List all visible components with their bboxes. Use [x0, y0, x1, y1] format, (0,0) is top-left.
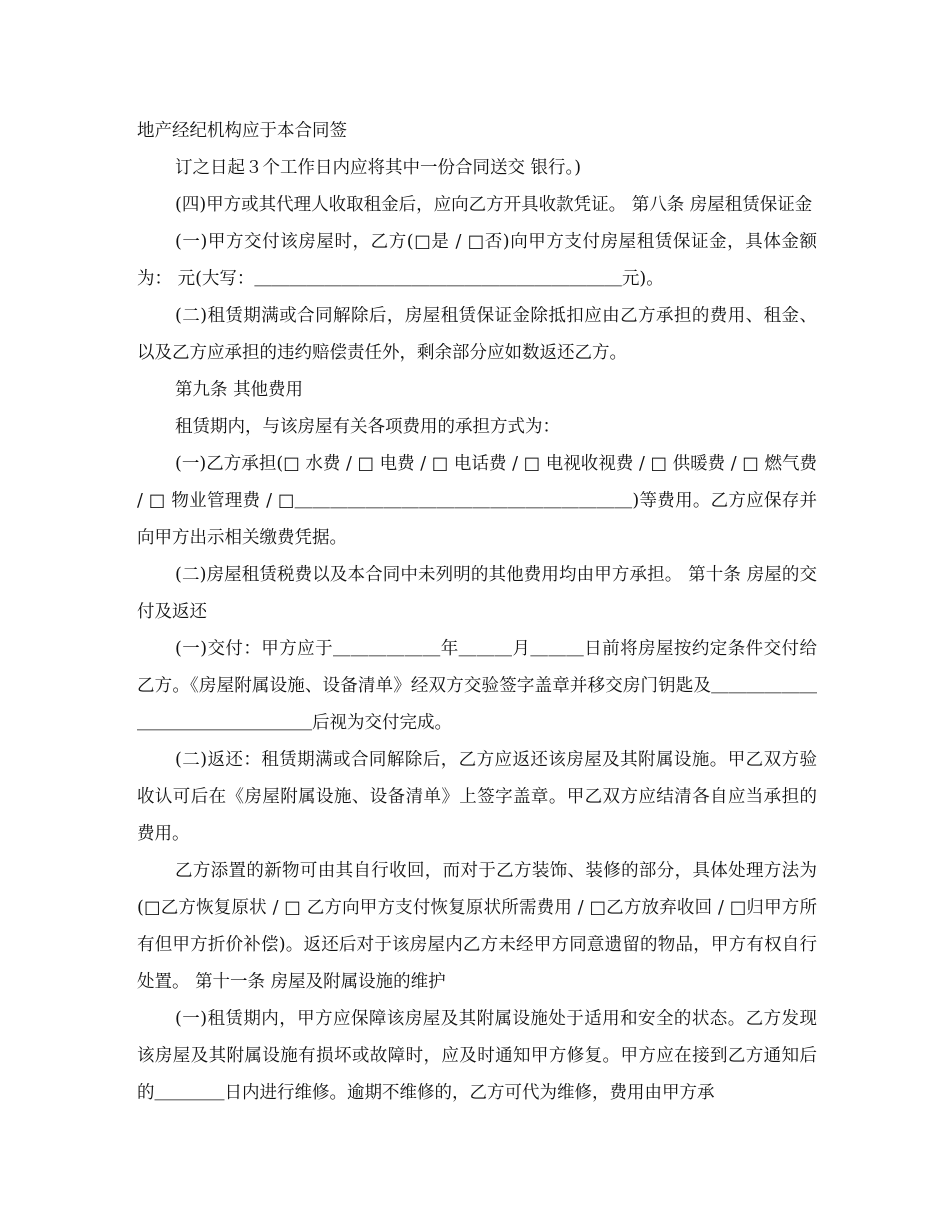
paragraph-deposit-return: (二)租赁期满或合同解除后，房屋租赁保证金除抵扣应由乙方承担的费用、租金、以及乙方应承担的违约赔偿责任外，剩余部分应如数返还乙方。 [137, 306, 817, 363]
paragraph-fees-intro: 租赁期内，与该房屋有关各项费用的承担方式为： [175, 417, 560, 437]
paragraph-line: 订之日起３个工作日内应将其中一份合同送交 银行。) [175, 158, 582, 178]
paragraph-line: 地产经纪机构应于本合同签 [137, 121, 347, 141]
paragraph-deposit-amount: (一)甲方交付该房屋时，乙方(□是 / □否)向甲方支付房屋租赁保证金，具体金额为： 元(大写：＿＿＿＿＿＿＿＿＿＿＿＿＿＿＿＿＿＿＿＿＿元)。 [137, 232, 817, 289]
paragraph-delivery: (一)交付：甲方应于＿＿＿＿＿＿年＿＿＿月＿＿＿日前将房屋按约定条件交付给乙方。《房屋附属设施、设备清单》经双方交验签字盖章并移交房门钥匙及＿＿＿＿＿＿＿＿＿＿＿＿＿＿＿＿后视为交付完成。 [137, 639, 817, 733]
paragraph-improvements: 乙方添置的新物可由其自行收回，而对于乙方装饰、装修的部分，具体处理方法为(□乙方恢复原状 / □ 乙方向甲方支付恢复原状所需费用 / □乙方放弃收回 / □归甲方所有但甲方折价补偿)。返还后对于该房屋内乙方未经甲方同意遗留的物品，甲方有权自行处置。 第十一条 房屋及附属设施的维护 [137, 861, 817, 992]
contract-body [137, 113, 817, 1112]
article-heading-other-fees: 第九条 其他费用 [175, 380, 304, 400]
paragraph-return: (二)返还：租赁期满或合同解除后，乙方应返还该房屋及其附属设施。甲乙双方验收认可后在《房屋附属设施、设备清单》上签字盖章。甲乙双方应结清各自应当承担的费用。 [137, 750, 817, 844]
paragraph-tenant-fees: (一)乙方承担(□ 水费 / □ 电费 / □ 电话费 / □ 电视收视费 / □ 供暖费 / □ 燃气费 / □ 物业管理费 / □＿＿＿＿＿＿＿＿＿＿＿＿＿＿＿＿＿＿＿)等费用。乙方应保存并向甲方出示相关缴费凭据。 [137, 454, 817, 548]
paragraph-landlord-fees: (二)房屋租赁税费以及本合同中未列明的其他费用均由甲方承担。 第十条 房屋的交付及返还 [137, 565, 817, 622]
paragraph-rent-receipt: (四)甲方或其代理人收取租金后，应向乙方开具收款凭证。 第八条 房屋租赁保证金 [175, 195, 813, 215]
paragraph-maintenance: (一)租赁期内，甲方应保障该房屋及其附属设施处于适用和安全的状态。乙方发现该房屋及其附属设施有损坏或故障时，应及时通知甲方修复。甲方应在接到乙方通知后的＿＿＿＿日内进行维修。逾期不维修的，乙方可代为维修，费用由甲方承 [137, 1009, 817, 1103]
